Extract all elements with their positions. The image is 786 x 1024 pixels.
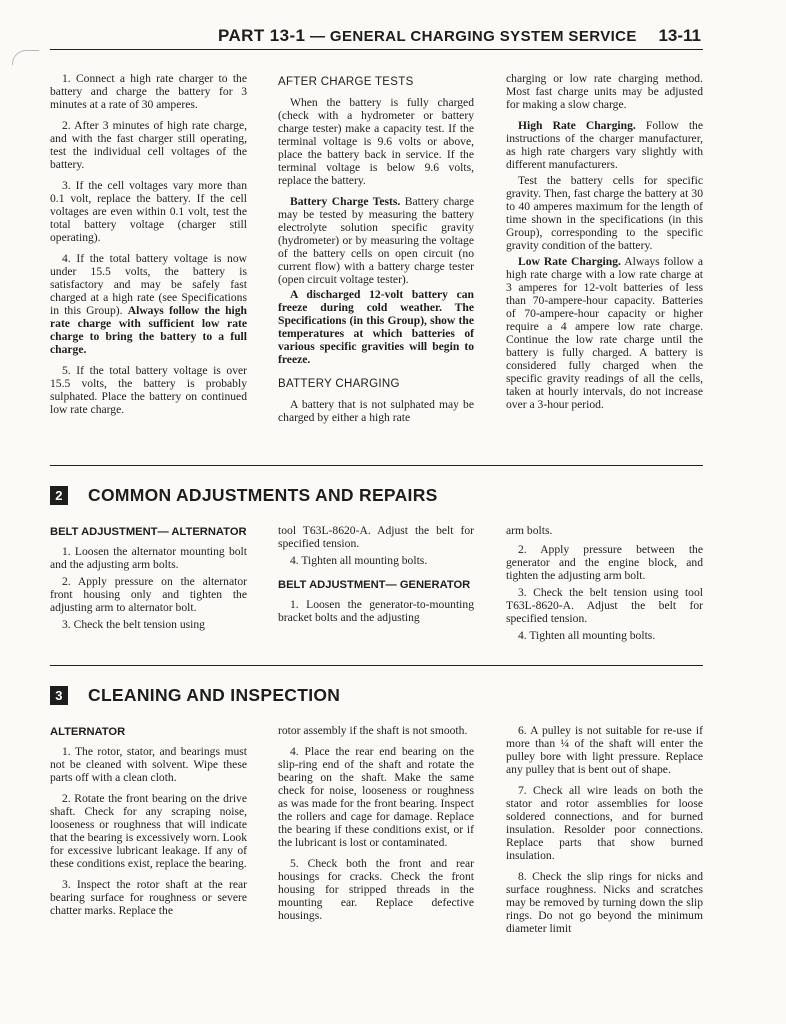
paragraph: 7. Check all wire leads on both the stator and rotor assemblies for loose soldered connections, and for burned insulation. Resolder poor connections. Replace parts that show burned insulation.	[506, 784, 703, 862]
paragraph: When the battery is fully charged (check with a hydrometer or battery charge tester) make a capacity test. If the terminal voltage is 9.6 volts or above, place the battery back in service. If the terminal voltage is below 9.6 volts, replace the battery.	[278, 96, 474, 187]
page-corner-mark	[12, 50, 39, 65]
bold-text: Always follow the high rate charge with sufficient low rate charge to bring the battery to a full charge.	[50, 304, 247, 356]
run-in-heading: Low Rate Charging.	[518, 255, 621, 268]
paragraph-text: Always follow a high rate charge with a low rate charge at 3 amperes for 12-volt batteries of less than 70-ampere-hour capacity. Batteries of 70-ampere-hour capacity or higher require a 4 ampere low rate charge. Continue the low rate charge until the battery is fully charged. A battery is considered fully charged when the specific gravity readings of all the cells, taken at hourly intervals, do not increase over a 3-hour period.	[506, 255, 703, 411]
subheading-belt-adjustment-generator: BELT ADJUSTMENT— GENERATOR	[278, 579, 471, 591]
section-2-column-2	[278, 524, 474, 632]
paragraph: charging or low rate charging method. Most fast charge units may be adjusted for making a slow charge.	[506, 72, 703, 111]
paragraph: 1. The rotor, stator, and bearings must not be cleaned with solvent. Wipe these parts off with a clean cloth.	[50, 745, 247, 784]
section-number-box: 3	[50, 686, 68, 705]
paragraph: 3. Check the belt tension using	[62, 618, 205, 631]
paragraph: rotor assembly if the shaft is not smooth.	[278, 724, 468, 737]
bold-text: A discharged 12-volt battery can freeze during cold weather. The Specifications (in this Group), show the temperatures at which batteries of various specific gravities will begin to freeze.	[278, 288, 474, 366]
paragraph	[50, 252, 247, 356]
top-column-3	[506, 72, 703, 419]
paragraph: 2. After 3 minutes of high rate charge, and with the fast charger still operating, test the individual cell voltages of the battery.	[50, 119, 247, 171]
paragraph	[278, 288, 474, 366]
paragraph: A battery that is not sulphated may be charged by either a high rate	[278, 398, 474, 424]
running-head	[218, 26, 637, 46]
header-rule	[50, 49, 703, 50]
paragraph-text: 4. If the total battery voltage is now under 15.5 volts, the battery is satisfactory and may be safely fast charged at a high rate (see Specifications in this Group).	[50, 252, 247, 317]
section-3-heading	[50, 685, 340, 706]
paragraph: 3. Check the belt tension using tool T63L-8620-A. Adjust the belt for specified tension.	[506, 586, 703, 625]
section-rule	[50, 665, 703, 666]
paragraph: 2. Apply pressure between the generator and the engine block, and tighten the adjusting arm bolt.	[506, 543, 703, 582]
run-in-heading: High Rate Charging.	[518, 119, 636, 132]
paragraph: 8. Check the slip rings for nicks and surface roughness. Nicks and scratches may be removed by turning down the slip rings. Do not go beyond the minimum diameter limit	[506, 870, 703, 935]
paragraph: 1. Loosen the generator-to-mounting bracket bolts and the adjusting	[278, 598, 474, 624]
paragraph: 2. Apply pressure on the alternator front housing only and tighten the adjusting arm to alternator bolt.	[50, 575, 247, 614]
paragraph: arm bolts.	[506, 524, 553, 537]
paragraph: 5. If the total battery voltage is over 15.5 volts, the battery is probably sulphated. Place the battery on continued low rate charge.	[50, 364, 247, 416]
section-title: CLEANING AND INSPECTION	[88, 685, 341, 705]
section-2-heading	[50, 485, 438, 506]
paragraph: 6. A pulley is not suitable for re-use if more than ¼ of the shaft will enter the pulley bore with light pressure. Replace any pulley that is bent out of shape.	[506, 724, 703, 776]
paragraph	[506, 119, 703, 171]
paragraph: 5. Check both the front and rear housings for cracks. Check the front housing for stripped threads in the mounting ear. Replace defective housings.	[278, 857, 474, 922]
paragraph: 1. Connect a high rate charger to the battery and charge the battery for 3 minutes at a rate of 30 amperes.	[50, 72, 247, 111]
part-title: — GENERAL CHARGING SYSTEM SERVICE	[305, 28, 637, 45]
section-2-column-3	[506, 524, 703, 650]
paragraph: 1. Loosen the alternator mounting bolt and the adjusting arm bolts.	[50, 545, 247, 571]
top-column-1	[50, 72, 247, 424]
section-3-column-2	[278, 724, 474, 930]
paragraph	[278, 195, 474, 286]
section-rule	[50, 465, 703, 466]
paragraph: 4. Place the rear end bearing on the slip-ring end of the shaft and rotate the bearing on the shaft. Make the same check for noise, looseness or roughness as was made for the front bearing. Inspect the rollers and cage for damage. Replace the bearing if these conditions exist, or if the lubricant is lost or contaminated.	[278, 745, 474, 849]
section-number-box: 2	[50, 486, 68, 505]
page-header	[50, 26, 703, 50]
paragraph: tool T63L-8620-A. Adjust the belt for specified tension.	[278, 524, 474, 550]
paragraph: 2. Rotate the front bearing on the drive shaft. Check for any scraping noise, looseness or roughness that will indicate that the bearing is excessively worn. Look for excessive lubricant leakage. If any of these conditions exist, replace the bearing.	[50, 792, 247, 870]
paragraph-text: Follow the instructions of the charger manufacturer, as high rate chargers vary slightly with different manufacturers.	[506, 119, 703, 171]
paragraph: Test the battery cells for specific gravity. Then, fast charge the battery at 30 to 40 amperes maximum for the length of time shown in the specifications (in this Group), corresponding to the specific gravity condition of the battery.	[506, 174, 703, 252]
section-3-column-1	[50, 724, 247, 925]
run-in-heading: Battery Charge Tests.	[290, 195, 401, 208]
part-label: PART 13-1	[218, 26, 306, 45]
section-2-column-1	[50, 524, 247, 639]
heading-after-charge-tests: AFTER CHARGE TESTS	[278, 76, 414, 88]
paragraph: 3. If the cell voltages vary more than 0.1 volt, replace the battery. If the cell voltages are even within 0.1 volt, test the total battery voltage (charger still operating).	[50, 179, 247, 244]
heading-battery-charging: BATTERY CHARGING	[278, 378, 400, 390]
paragraph	[506, 255, 703, 411]
page-number: 13-11	[658, 26, 701, 45]
subheading-alternator: ALTERNATOR	[50, 726, 126, 738]
section-3-column-3	[506, 724, 703, 943]
section-title: COMMON ADJUSTMENTS AND REPAIRS	[88, 485, 438, 505]
top-column-2	[278, 72, 474, 432]
paragraph: 4. Tighten all mounting bolts.	[518, 629, 656, 642]
subheading-belt-adjustment-alternator: BELT ADJUSTMENT— ALTERNATOR	[50, 526, 247, 538]
paragraph: 3. Inspect the rotor shaft at the rear bearing surface for roughness or severe chatter marks. Replace the	[50, 878, 247, 917]
paragraph: 4. Tighten all mounting bolts.	[290, 554, 428, 567]
paragraph-text: Battery charge may be tested by measuring the battery electrolyte solution specific gravity (hydrometer) or by measuring the voltage of the battery cells on open circuit (no current flow) with a battery charge tester (open circuit voltage tester).	[278, 195, 474, 286]
